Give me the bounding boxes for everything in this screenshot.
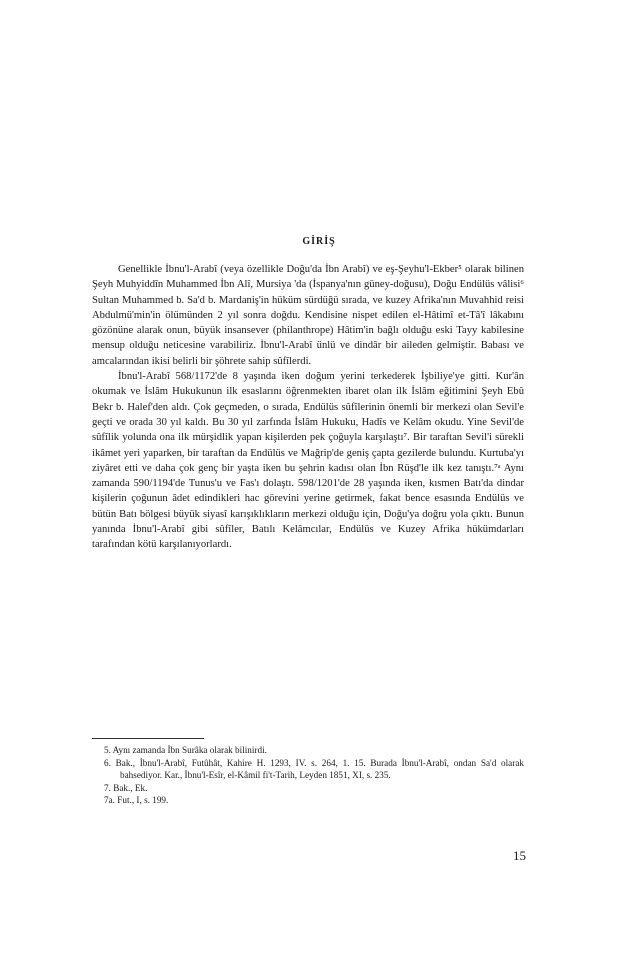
footnote: 7a. Fut., I, s. 199. xyxy=(104,795,169,805)
page-number: 15 xyxy=(513,848,526,863)
footnote-divider xyxy=(92,738,204,739)
footnote: 6. Bak., İbnu'l-Arabî, Futûhât, Kahire H. 1293, IV. s. 264, 1. 15. Burada İbnu'l-Arabî, ondan Sa'd olarak bahsediyor. Kar., İbnu'l-Esîr, el-Kâmil fi't-Tarih, Leyden 1851, XI, s. 235. xyxy=(104,757,524,780)
body-text xyxy=(92,262,524,553)
paragraph: İbnu'l-Arabî 568/1172'de 8 yaşında iken doğum yerini terkederek İşbiliye'ye gitti. Kur'ân okumak ve İslâm Hukukunun ilk esaslarını öğrenmekten ibaret olan ilk İslâm eğitimini Şeyh Ebû Bekr b. Halef'den aldı. Çok geçmeden, o sırada, Endülüs sûfîlerinin önemli bir merkezi olan Sevil'e geçti ve orada 30 yıl kaldı. Bu 30 yıl zarfında İslâm Hukuku, Hadîs ve Kelâm okudu. Yine Sevil'de sûfîlik yolunda ona ilk mürşidlik yapan kişilerden pek çoğuyla karşılaştı⁷. Bir taraftan Sevil'i sürekli ikâmet yeri yaparken, bir taraftan da Endülüs ve Mağrip'de geniş çapta gezilerde bulundu. Kurtuba'yı ziyâret etti ve daha çok genç bir yaşta iken bu şehrin kadısı olan İbn Rüşd'le ilk kez tanıştı.⁷ᵃ Aynı zamanda 590/1194'de Tunus'u ve Fas'ı dolaştı. 598/1201'de 28 yaşında iken, kısmen Batı'da dindar kişilerin çoğunun âdet edindikleri hac görevini yerine getirmek, fakat bence esasında Endülüs ve bütün Batı bölgesi büyük siyasî karışıklıkların merkezi olduğu için, Doğu'ya doğru yola çıktı. Bunun yanında İbnu'l-Arabî gibi sûfîler, Batılı Kelâmcılar, Endülüs ve Kuzey Afrika hükümdarları tarafından kötü karşılanıyorlardı. xyxy=(92,371,524,551)
footnote: 7. Bak., Ek. xyxy=(104,782,148,793)
chapter-heading: GİRİŞ xyxy=(302,236,336,247)
footnotes xyxy=(92,744,524,807)
paragraph: Genellikle İbnu'l-Arabî (veya özellikle Doğu'da İbn Arabî) ve eş-Şeyhu'l-Ekber⁵ olarak bilinen Şeyh Muhyiddîn Muhammed İbn Alî, Mursiya 'da (İspanya'nın güney-doğusu), Doğu Endülüs vâlisi⁶ Sultan Muhammed b. Sa'd b. Mardaniş'in hüküm sürdüğü sırada, ve kuzey Afrika'nın Muvahhid reisi Abdulmü'min'in ölümünden 2 yıl sonra doğdu. Kendisine nispet edilen el-Hâtimî et-Tâ'î lâkabını gözönüne alarak onun, büyük insansever (philanthrope) Hâtim'in bağlı olduğu eski Tayy kabilesine mensup olduğu neticesine varabiliriz. İbnu'l-Arabî ünlü ve dindâr bir aileden gelmiştir. Babası ve amcalarından ikisi belirli bir şöhrete sahip sûfîlerdi. xyxy=(92,264,524,367)
footnote: 5. Aynı zamanda İbn Surâka olarak bilinirdi. xyxy=(104,745,267,755)
